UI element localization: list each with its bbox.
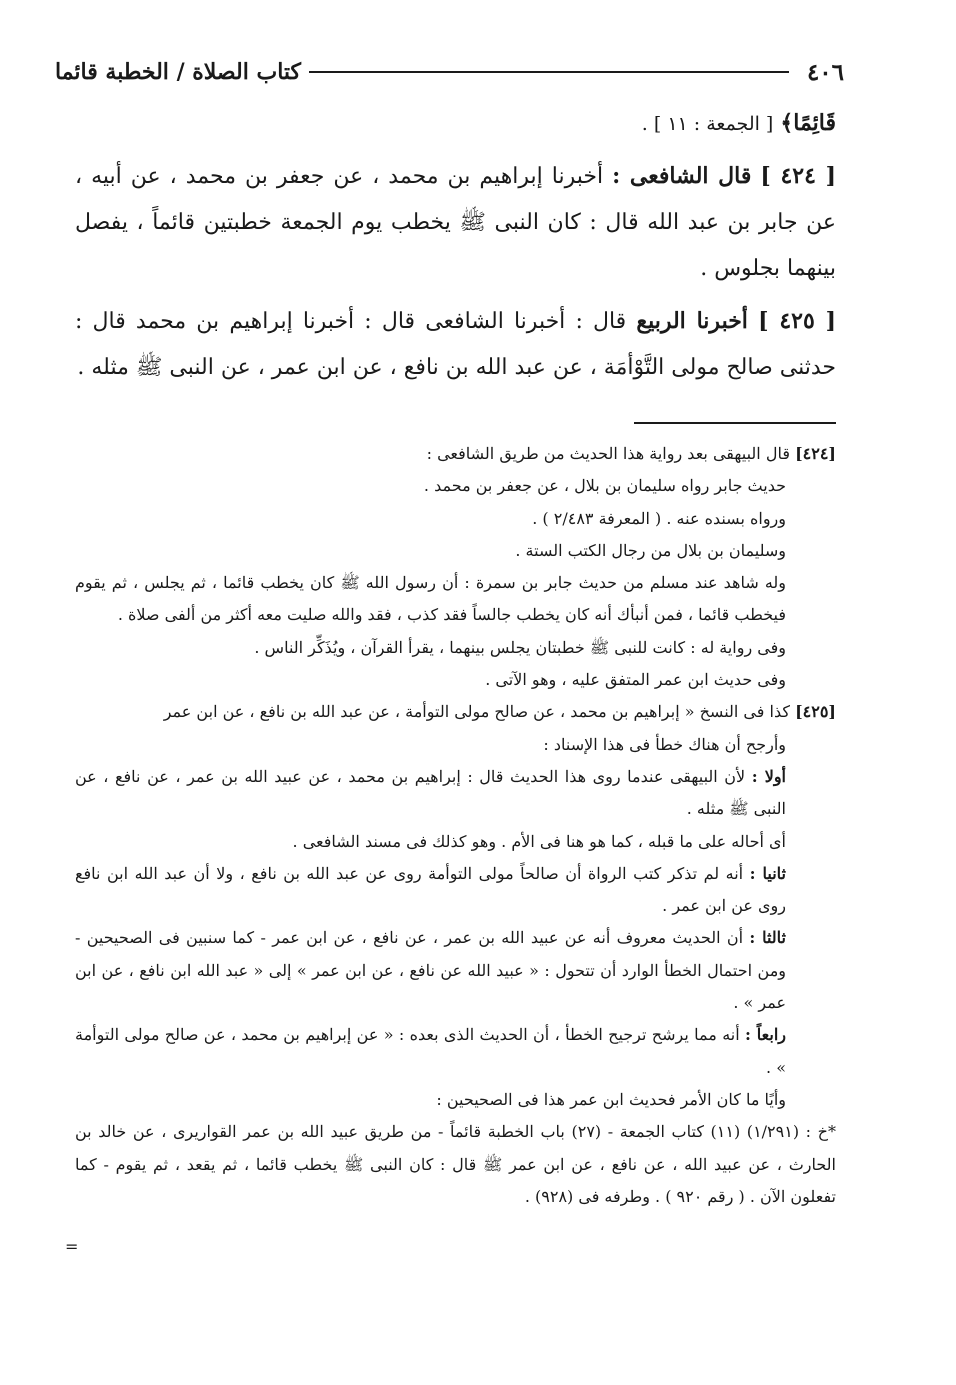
footnotes <box>75 438 836 1213</box>
verse-reference: [ الجمعة : ١١ ] . <box>641 113 774 135</box>
point-lead: رابعاً : <box>745 1025 786 1045</box>
footnote-divider <box>634 422 836 424</box>
footnote-424-intro <box>75 438 836 470</box>
point-lead: أولا : <box>751 766 786 786</box>
point-text: أن الحديث معروف أنه عن عبيد الله بن عمر ، عن نافع ، عن ابن عمر - كما سنبين فى الصحيحين - ومن احتمال الخطأ الوارد أن تتحول : « عبيد الله عن نافع ، عن ابن عمر » إلى « عبد الله ابن نافع ، عن ابن عمر » . <box>75 928 787 1013</box>
page-number: ٤٠٦ <box>806 58 844 86</box>
running-title: كتاب الصلاة / الخطبة قائما <box>55 59 302 85</box>
point-lead: ثانيا : <box>749 863 787 883</box>
hadith-number: [ ٤٢٥ ] <box>758 308 836 334</box>
page-header <box>55 52 844 92</box>
point-text: أنه مما يرشح ترجيح الخطأ ، أن الحديث الذى بعده : « عن إبراهيم بن محمد ، عن صالح مولى التوأمة » . <box>75 1025 786 1077</box>
footnote-line: وأرجح أن هناك خطأ فى هذا الإسناد : <box>543 734 786 754</box>
footnote-line: وفى رواية له : كانت للنبى ﷺ خطبتان يجلس بينهما ، يقرأ القرآن ، ويُذَكِّر الناس . <box>254 637 786 657</box>
point-lead: ثالثا : <box>749 928 787 948</box>
footnote-line: ورواه بسنده عنه . ( المعرفة ٢/٤٨٣ ) . <box>532 508 786 528</box>
footnote-line: وسليمان بن بلال من رجال الكتب الستة . <box>515 540 786 560</box>
point-text: أنه لم تذكر كتب الرواة أن صالحاً مولى التوأمة روى عن عبد الله بن نافع ، ولا أن عبد الله ابن نافع روى عن ابن عمر . <box>75 863 786 916</box>
footnote-line: حديث جابر رواه سليمان بن بلال ، عن جعفر بن محمد . <box>423 476 786 496</box>
footnote-text: قال البيهقى بعد رواية هذا الحديث من طريق الشافعى : <box>426 444 790 463</box>
hadith-text: أخبرنا إبراهيم بن محمد ، عن جعفر بن محمد ، عن أبيه ، عن جابر بن عبد الله قال : كان النبى ﷺ يخطب يوم الجمعة خطبتين قائماً ، يفصل بينهما بجلوس . <box>75 164 836 281</box>
footnote-reference: *خ : (١/٢٩١) (١١) كتاب الجمعة - (٢٧) باب الخطبة قائماً - من طريق عبيد الله بن عمر القواريرى ، عن خالد بن الحارث ، عن عبيد الله ، عن نافع ، عن ابن عمر ﷺ قال : كان النبى ﷺ يخطب قائما ، ثم يقعد ، ثم يقوم - كما تفعلون الآن . ( رقم ٩٢٠ ) . وطرفه فى (٩٢٨) . <box>75 1122 836 1206</box>
hadith-425 <box>75 298 836 391</box>
verse-end: قَائِمًا﴾ <box>780 110 836 136</box>
hadith-text: قال : أخبرنا الشافعى قال : أخبرنا إبراهيم بن محمد قال : حدثنى صالح مولى التَّوْأمَة ، عن عبد الله بن نافع ، عن ابن عمر ، عن النبى ﷺ مثله . <box>75 309 836 380</box>
footnote-line: وله شاهد عند مسلم من حديث جابر بن سمرة : أن رسول الله ﷺ كان يخطب قائما ، ثم يجلس ، ثم يقوم فيخطب قائما ، فمن أنبأك أنه كان يخطب جالساً فقد كذب ، فقد والله صليت معه أكثر من ألفى صلاة . <box>75 573 786 625</box>
footnote-line: أى أحاله على ما قبله ، كما هو هنا فى الأم . وهو كذلك فى مسند الشافعى . <box>292 831 786 851</box>
hadith-lead: قال الشافعى : <box>612 163 752 189</box>
footnote-point-3 <box>75 922 836 1019</box>
point-text: لأن البيهقى عندما روى هذا الحديث قال : إبراهيم بن محمد ، عن عبيد الله بن عمر ، عن نافع ، عن النبى ﷺ مثله . <box>75 766 786 819</box>
continuation-mark: = <box>65 1237 79 1256</box>
verse-citation <box>75 100 836 147</box>
footnote-line: وفى حديث ابن عمر المتفق عليه ، وهو الآتى . <box>485 670 786 690</box>
footnote-point-4 <box>75 1019 836 1084</box>
hadith-lead: أخبرنا الربيع <box>636 308 748 334</box>
footnote-point-2 <box>75 858 836 923</box>
footnote-number: [٤٢٤] <box>795 444 836 463</box>
footnote-point-1 <box>75 761 836 826</box>
footnote-number: [٤٢٥] <box>795 702 836 722</box>
main-text <box>75 100 836 397</box>
footnote-425-intro <box>75 696 836 728</box>
hadith-number: [ ٤٢٤ ] <box>760 163 836 189</box>
footnote-text: كذا فى النسخ « إبراهيم بن محمد ، عن صالح مولى التوأمة ، عن عبد الله بن نافع ، عن ابن عمر <box>163 702 790 722</box>
header-rule <box>309 71 789 73</box>
footnote-line: وأيًا ما كان الأمر فحديث ابن عمر هذا فى الصحيحين : <box>436 1089 786 1109</box>
hadith-424 <box>75 153 836 292</box>
